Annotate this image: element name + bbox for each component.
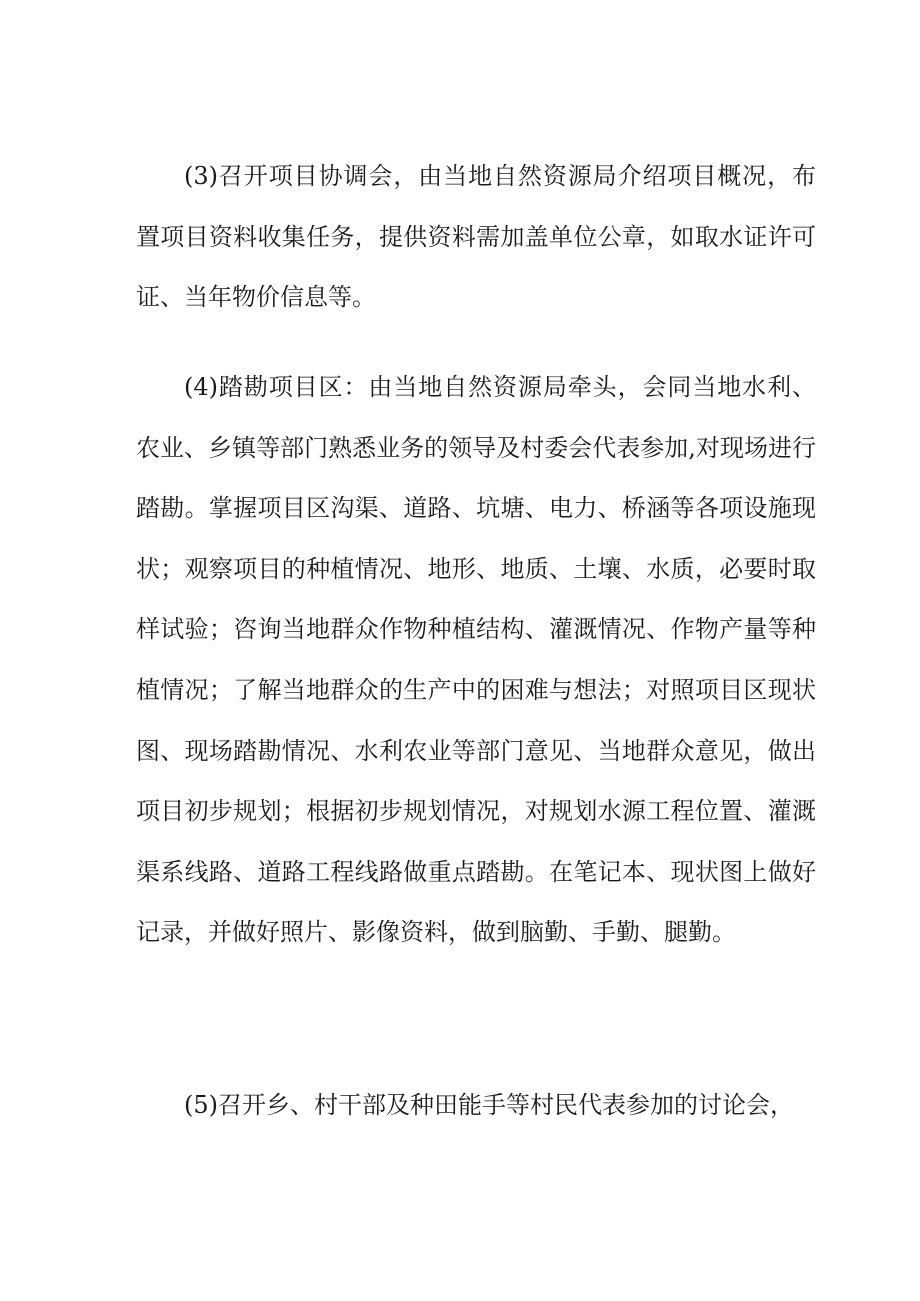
paragraph-item-4: (4)踏勘项目区：由当地自然资源局牵头，会同当地水利、农业、乡镇等部门熟悉业务的领导及村委会代表参加,对现场进行踏勘。掌握项目区沟渠、道路、坑塘、电力、桥涵等各项设施现状；观察项目的种植情况、地形、地质、土壤、水质，必要时取样试验；咨询当地群众作物种植结构、灌溉情况、作物产量等种植情况；了解当地群众的生产中的困难与想法；对照项目区现状图、现场踏勘情况、水利农业等部门意见、当地群众意见，做出项目初步规划；根据初步规划情况，对规划水源工程位置、灌溉渠系线路、道路工程线路做重点踏勘。在笔记本、现状图上做好记录，并做好照片、影像资料，做到脑勤、手勤、腿勤。 [136, 373, 816, 947]
paragraph-item-3: (3)召开项目协调会，由当地自然资源局介绍项目概况，布置项目资料收集任务，提供资料需加盖单位公章，如取水证许可证、当年物价信息等。 [136, 162, 816, 312]
paragraph-item-5: (5)召开乡、村干部及种田能手等村民代表参加的讨论会， [184, 1091, 794, 1119]
